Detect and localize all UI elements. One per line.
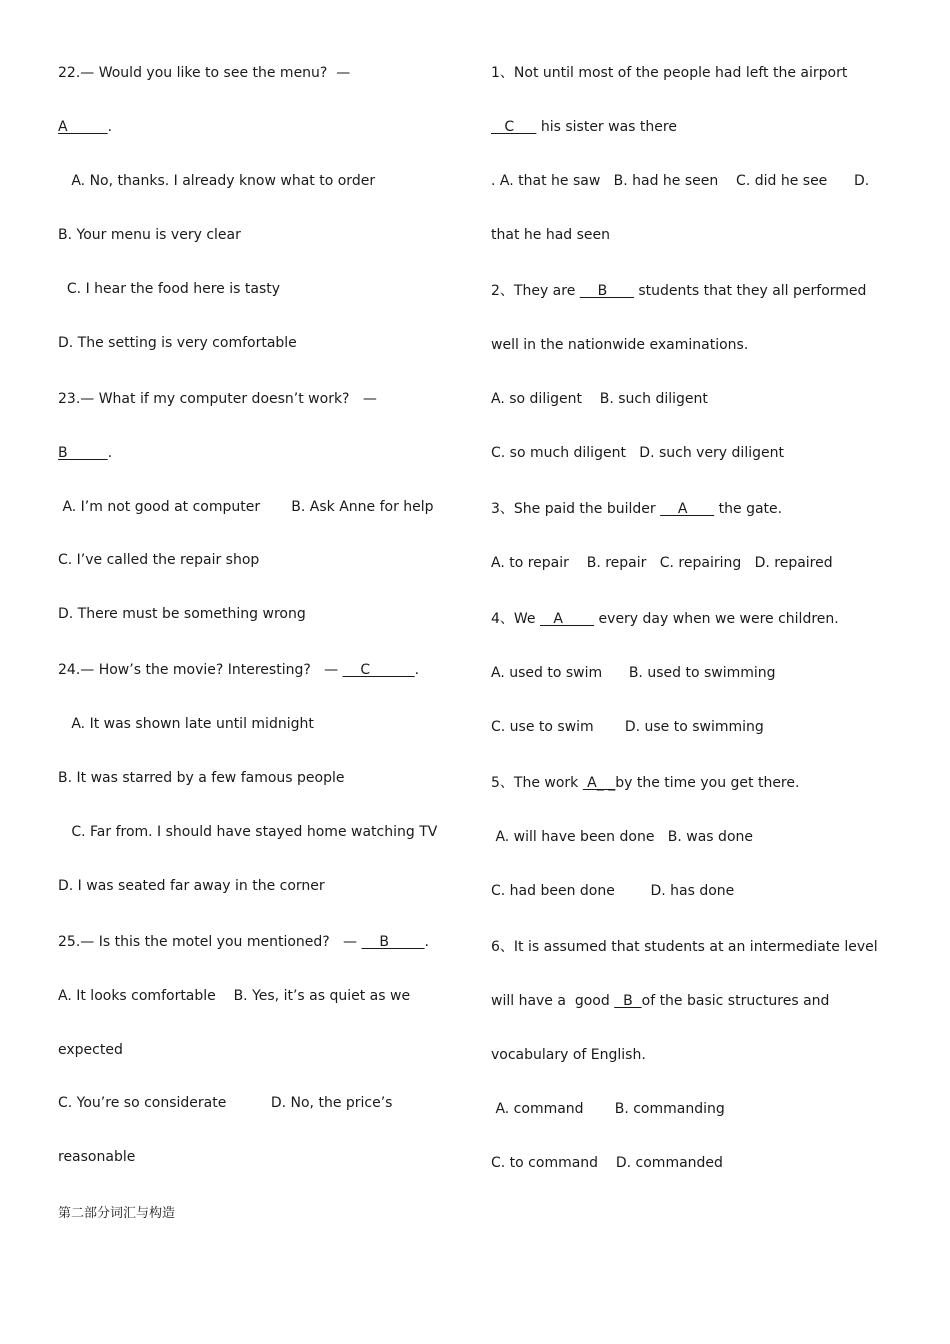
line-text: A. command B. commanding xyxy=(491,1101,725,1117)
left-text-line xyxy=(58,334,297,352)
line-text: C. I’ve called the repair shop xyxy=(58,552,260,568)
right-text-line xyxy=(491,118,677,136)
line-text: D. The setting is very comfortable xyxy=(58,335,297,351)
line-text: C. to command D. commanded xyxy=(491,1155,723,1171)
line-text: C. I hear the food here is tasty xyxy=(58,281,281,297)
line-text: 3、She paid the builder xyxy=(491,501,661,517)
line-text: A. to repair B. repair C. repairing D. repaired xyxy=(491,555,833,571)
answer-blank: B xyxy=(579,283,634,299)
left-text-line xyxy=(58,118,112,136)
line-text: well in the nationwide examinations. xyxy=(491,337,749,353)
line-text: 25.— Is this the motel you mentioned? — xyxy=(58,934,362,950)
answer-blank: A xyxy=(540,611,595,627)
line-text: will have a good xyxy=(491,993,615,1009)
left-text-line xyxy=(58,823,437,841)
right-text-line xyxy=(491,610,839,628)
line-text: 23.— What if my computer doesn’t work? — xyxy=(58,391,377,407)
right-text-line xyxy=(491,828,753,846)
line-text: A. It looks comfortable B. Yes, it’s as quiet as we xyxy=(58,988,411,1004)
right-text-line xyxy=(491,1100,725,1118)
line-text: C. had been done D. has done xyxy=(491,883,735,899)
line-text: A. No, thanks. I already know what to order xyxy=(58,173,376,189)
right-text-line xyxy=(491,500,782,518)
line-text: that he had seen xyxy=(491,227,610,243)
line-text: 5、The work xyxy=(491,775,583,791)
left-text-line xyxy=(58,551,259,569)
line-text: C. Far from. I should have stayed home watching TV xyxy=(58,824,438,840)
left-text-line xyxy=(58,1094,392,1112)
line-text: C. You’re so considerate D. No, the price’s xyxy=(58,1095,393,1111)
left-text-line xyxy=(58,226,241,244)
line-text: . xyxy=(107,119,113,135)
line-text: C. so much diligent D. such very diligent xyxy=(491,445,784,461)
answer-blank: C xyxy=(491,119,537,135)
line-text: every day when we were children. xyxy=(594,611,839,627)
left-text-line xyxy=(58,1205,175,1223)
line-text: . xyxy=(424,934,429,950)
left-text-line xyxy=(58,498,434,516)
line-text: A. It was shown late until midnight xyxy=(58,716,314,732)
left-text-line xyxy=(58,64,350,82)
line-text: 第二部分词汇与构造 xyxy=(58,1206,176,1221)
line-text: students that they all performed xyxy=(633,283,867,299)
left-text-line xyxy=(58,933,429,951)
right-text-line xyxy=(491,882,734,900)
line-text: B. It was starred by a few famous people xyxy=(58,770,345,786)
line-text: 1、Not until most of the people had left the airport xyxy=(491,65,848,81)
left-text-line xyxy=(58,1148,135,1166)
line-text: A. used to swim B. used to swimming xyxy=(491,665,776,681)
line-text: reasonable xyxy=(58,1149,136,1165)
line-text: A. will have been done B. was done xyxy=(491,829,753,845)
answer-blank: B xyxy=(614,993,642,1009)
line-text: by the time you get there. xyxy=(615,775,800,791)
line-text: C. use to swim D. use to swimming xyxy=(491,719,764,735)
left-text-line xyxy=(58,390,377,408)
answer-blank: A_ _ xyxy=(582,775,616,791)
right-text-line xyxy=(491,718,764,736)
left-text-line xyxy=(58,444,112,462)
right-text-line xyxy=(491,226,610,244)
right-text-line xyxy=(491,774,799,792)
left-text-line xyxy=(58,605,306,623)
line-text: . A. that he saw B. had he seen C. did he see D. xyxy=(491,173,870,189)
line-text: 2、They are xyxy=(491,283,580,299)
answer-blank: A xyxy=(660,501,715,517)
left-text-line xyxy=(58,715,314,733)
line-text: . xyxy=(414,662,420,678)
line-text: A. I’m not good at computer B. Ask Anne for help xyxy=(58,499,434,515)
right-text-line xyxy=(491,336,748,354)
right-text-line xyxy=(491,390,708,408)
line-text: . xyxy=(107,445,113,461)
line-text: B. Your menu is very clear xyxy=(58,227,241,243)
left-text-line xyxy=(58,1041,123,1059)
answer-blank: B xyxy=(361,934,425,950)
right-text-line xyxy=(491,1046,646,1064)
line-text: 22.— Would you like to see the menu? — xyxy=(58,65,351,81)
line-text: D. I was seated far away in the corner xyxy=(58,878,325,894)
line-text: the gate. xyxy=(714,501,783,517)
right-text-line xyxy=(491,282,866,300)
left-text-line xyxy=(58,661,419,679)
answer-blank: C xyxy=(342,662,415,678)
line-text: D. There must be something wrong xyxy=(58,606,306,622)
line-text: 24.— How’s the movie? Interesting? — xyxy=(58,662,343,678)
line-text: expected xyxy=(58,1042,123,1058)
right-text-line xyxy=(491,1154,723,1172)
right-text-line xyxy=(491,64,847,82)
left-text-line xyxy=(58,280,280,298)
right-text-line xyxy=(491,172,869,190)
right-text-line xyxy=(491,444,784,462)
line-text: of the basic structures and xyxy=(641,993,830,1009)
line-text: 6、It is assumed that students at an intermediate level xyxy=(491,939,878,955)
line-text: 4、We xyxy=(491,611,540,627)
left-text-line xyxy=(58,877,325,895)
line-text: A. so diligent B. such diligent xyxy=(491,391,708,407)
left-text-line xyxy=(58,769,345,787)
right-text-line xyxy=(491,664,776,682)
answer-blank: B xyxy=(58,445,108,461)
right-text-line xyxy=(491,992,829,1010)
right-text-line xyxy=(491,938,878,956)
answer-blank: A xyxy=(58,119,108,135)
line-text: vocabulary of English. xyxy=(491,1047,646,1063)
right-text-line xyxy=(491,554,833,572)
left-text-line xyxy=(58,987,410,1005)
line-text: his sister was there xyxy=(536,119,677,135)
left-text-line xyxy=(58,172,375,190)
